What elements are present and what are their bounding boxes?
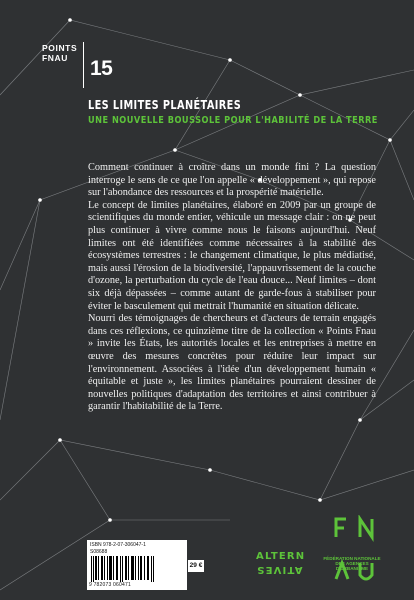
book-subtitle: UNE NOUVELLE BOUSSOLE POUR L'HABILITÉ DE LA TERRE [88, 115, 378, 126]
barcode-icon [90, 556, 156, 582]
fnau-name: FÉDÉRATION NATIONALE DES AGENCES D'URBANISME [323, 556, 381, 572]
series-number: 15 [90, 57, 113, 80]
product-code: S08688 [90, 549, 108, 555]
barcode-digits: 9 782073 060471 [89, 582, 131, 588]
series-label [42, 43, 77, 63]
series-divider [83, 42, 84, 88]
blurb-paragraph-2: Le concept de limites planétaires, élaboré en 2009 par un groupe de scientifiques du monde entier, véhicule un message clair : on ne peut plus continuer à vivre comme nous le faisons aujourd'hui. Neuf limites ont été identifiées comme nécessaires à la stabilité des écosystèmes terrestres : le changement climatique, le plus médiatisé, mais aussi l'érosion de la biodiversité, l'appauvrissement de la couche d'ozone, la perturbation du cycle de l'eau douce... Neuf limites – dont six déjà dépassées – comme autant de garde-fous à stabiliser pour éviter le basculement qui mettrait l'humanité en situation délicate. [88, 199, 376, 312]
publisher-logo-top: ALTERN [256, 551, 306, 562]
isbn-text: ISBN 978-2-07-306047-1 [90, 542, 146, 548]
series-line-1: POINTS [42, 43, 78, 53]
publisher-logo-bottom: ATIVES [256, 564, 303, 575]
back-cover-blurb [88, 162, 376, 414]
book-title: LES LIMITES PLANÉTAIRES [88, 97, 242, 112]
barcode-panel [87, 540, 187, 590]
price-tag: 29 € [188, 560, 204, 572]
blurb-paragraph-1: Comment continuer à croître dans un monde fini ? La question interroge le sens de ce que l'on appelle « développement », qui repose sur l'abondance des ressources et la prospérité matérielle. [88, 162, 376, 199]
series-line-2: FNAU [42, 53, 69, 63]
fnau-logo-icon [322, 515, 380, 595]
blurb-paragraph-3: Nourri des témoignages de chercheurs et d'acteurs de terrain engagés dans ces réflexions, ce quinzième titre de la collection « Points Fnau » invite les États, les autorités locales et les entreprises à mettre en œuvre des mesures concrètes pour réduire leur impact sur l'environnement. Associées à l'idée d'un développement humain « équitable et juste », les limites planétaires pourraient dessiner de nouvelles politiques d'adaptation des territoires et ainsi contribuer à garantir l'habitabilité de la Terre. [88, 313, 376, 413]
